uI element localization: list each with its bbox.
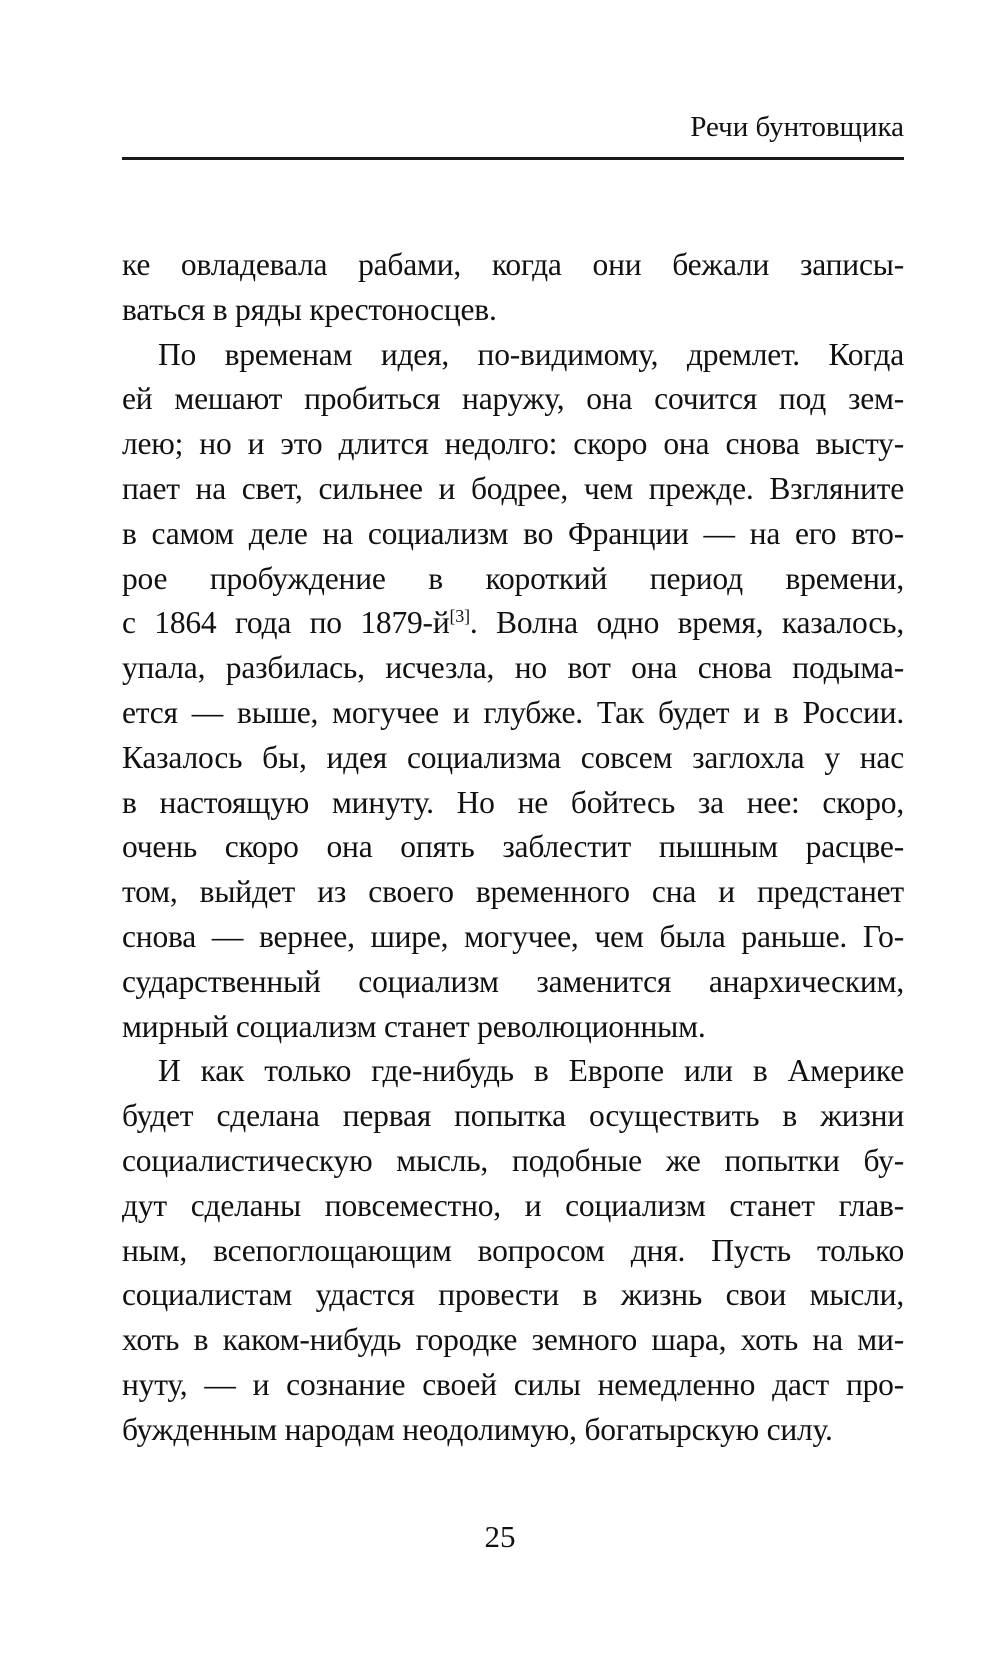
text-line-content: ей мешают пробиться наружу, она сочится под зем- [122, 381, 904, 417]
text-line [122, 1005, 904, 1050]
text-line [122, 825, 904, 870]
text-line-content: И как только где-нибудь в Европе или в Америке [158, 1053, 904, 1089]
text-line [122, 377, 904, 422]
text-line-continuation: . Волна одно время, казалось, [469, 605, 904, 641]
text-line [122, 781, 904, 826]
text-line [122, 288, 904, 333]
text-line [122, 467, 904, 512]
text-line-content: социалистическую мысль, подобные же попытки бу- [122, 1142, 904, 1178]
text-line [122, 960, 904, 1005]
text-line-content: По временам идея, по-видимому, дремлет. Когда [158, 336, 904, 372]
text-line [122, 1049, 904, 1094]
text-line-content: мирный социализм станет революционным. [122, 1008, 706, 1044]
text-line [122, 601, 904, 646]
text-line-content: в самом деле на социализм во Франции — на его вто- [122, 515, 904, 551]
text-line-content: бужденным народам неодолимую, богатырскую силу. [122, 1411, 833, 1447]
text-line [122, 1363, 904, 1408]
text-line [122, 1139, 904, 1184]
text-line [122, 243, 904, 288]
text-line-content: ваться в ряды крестоносцев. [122, 291, 497, 327]
text-line [122, 1318, 904, 1363]
text-line [122, 691, 904, 736]
text-line-content: нуту, — и сознание своей силы немедленно даст про- [122, 1366, 904, 1402]
text-line [122, 557, 904, 602]
text-line [122, 1229, 904, 1274]
text-line-content: ке овладевала рабами, когда они бежали записы- [122, 247, 904, 282]
text-line-content: в настоящую минуту. Но не бойтесь за нее: скоро, [122, 784, 904, 820]
text-line-content: лею; но и это длится недолго: скоро она снова высту- [122, 426, 904, 462]
text-line-content: с 1864 года по 1879-й [122, 605, 450, 641]
text-line [122, 1273, 904, 1318]
text-line [122, 646, 904, 691]
footnote-reference[interactable]: [3] [449, 606, 470, 627]
text-line [122, 915, 904, 960]
text-line-content: хоть в каком-нибудь городке земного шара, хоть на ми- [122, 1322, 904, 1358]
text-line-content: очень скоро она опять заблестит пышным расцве- [122, 829, 904, 865]
text-line [122, 512, 904, 557]
running-title: Речи бунтовщика [690, 111, 904, 143]
text-line-content: рое пробуждение в короткий период времени, [122, 560, 904, 596]
text-line [122, 1184, 904, 1229]
page-number: 25 [484, 1519, 516, 1554]
text-line [122, 1408, 904, 1453]
header-rule [122, 157, 904, 160]
text-line-content: ется — выше, могучее и глубже. Так будет и в России. [122, 694, 904, 730]
text-line-content: будет сделана первая попытка осуществить в жизни [122, 1098, 904, 1134]
text-line-content: социалистам удастся провести в жизнь свои мысли, [122, 1277, 904, 1313]
text-line [122, 422, 904, 467]
text-line-content: ным, всепоглощающим вопросом дня. Пусть только [122, 1232, 904, 1268]
text-line [122, 870, 904, 915]
text-line [122, 736, 904, 781]
text-line-content: Казалось бы, идея социализма совсем заглохла у нас [122, 739, 904, 775]
text-line [122, 1094, 904, 1139]
body-text [122, 243, 904, 1453]
text-line-content: снова — вернее, шире, могучее, чем была раньше. Го- [122, 918, 904, 954]
text-line [122, 333, 904, 378]
text-line-content: сударственный социализм заменится анархическим, [122, 963, 904, 999]
text-line-content: упала, разбилась, исчезла, но вот она снова подыма- [122, 650, 904, 686]
text-line-content: пает на свет, сильнее и бодрее, чем прежде. Взгляните [122, 470, 904, 506]
text-line-content: том, выйдет из своего временного сна и предстанет [122, 874, 904, 910]
text-line-content: дут сделаны повсеместно, и социализм станет глав- [122, 1187, 904, 1223]
